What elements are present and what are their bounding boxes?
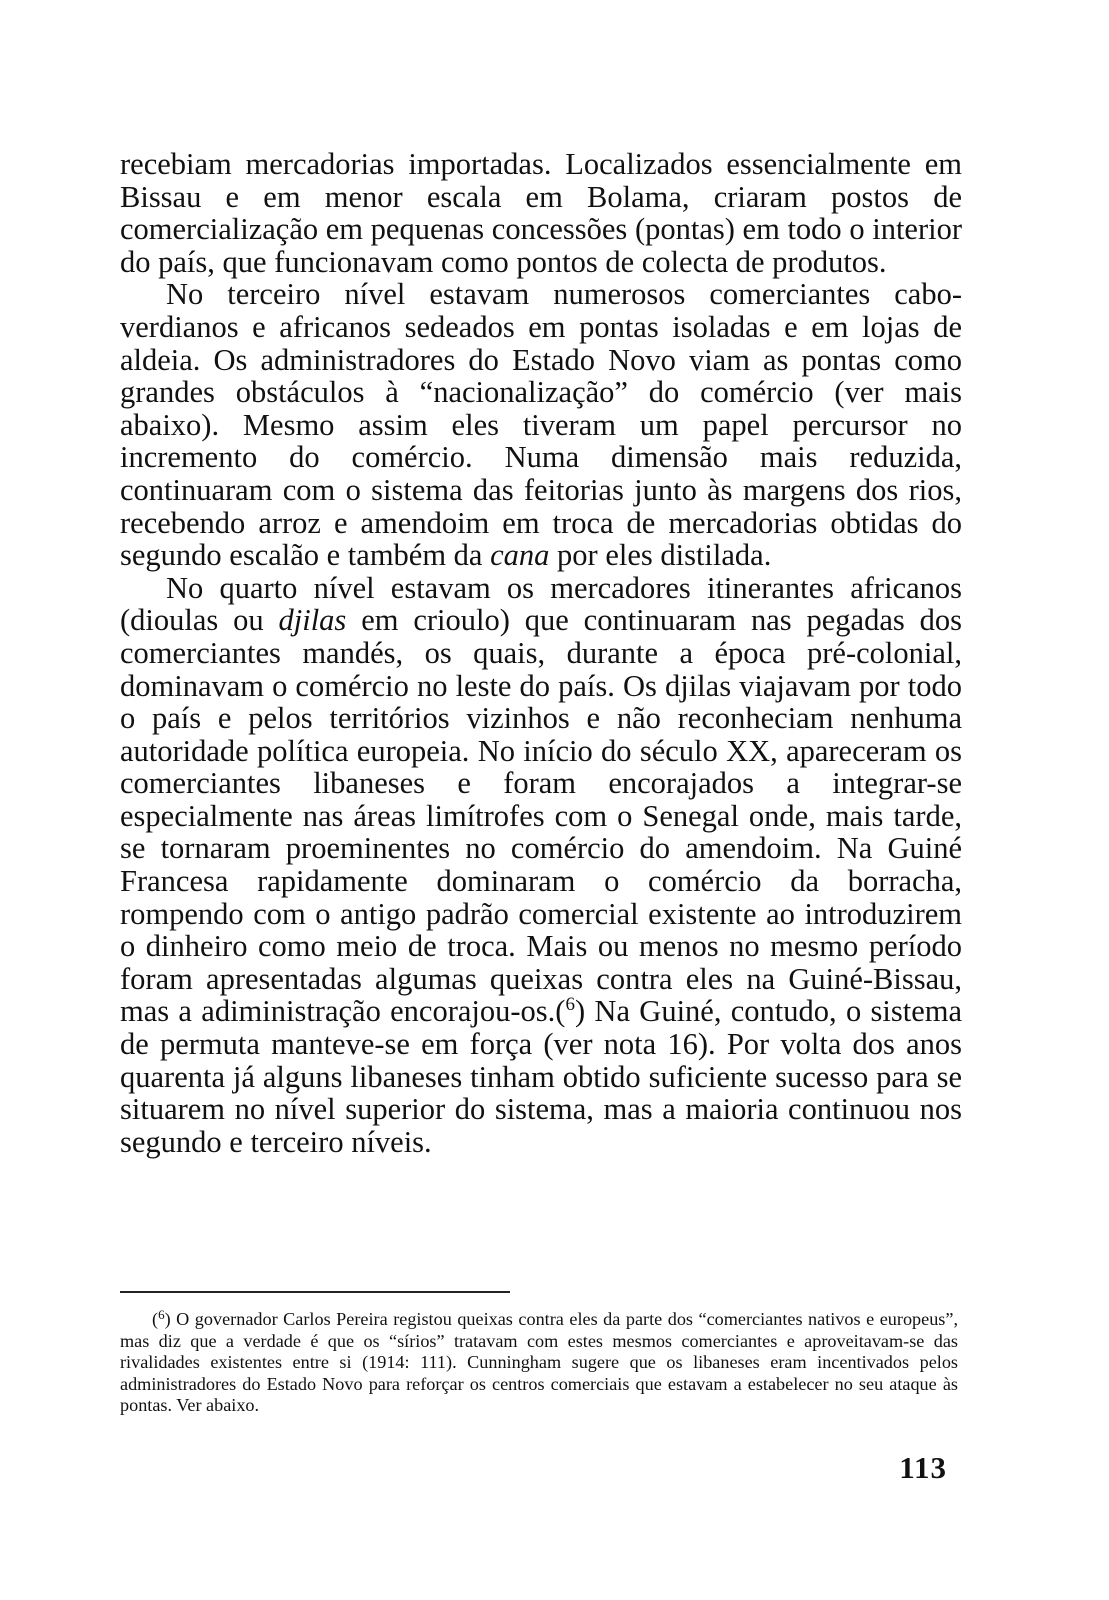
footnote-mark-close: ) bbox=[164, 1309, 171, 1329]
footnote-6 bbox=[120, 1309, 958, 1417]
footnote-reference-close: ) bbox=[574, 994, 586, 1029]
paragraph-3-text-middle: em crioulo) que continuaram nas pegadas dos comerciantes mandés, os quais, durante a época pré-colonial, dominavam o comércio no leste do país. Os djilas viajavam por todo o país e pelos territórios vizinhos e não reconheciam nenhuma autoridade política europeia. No início do século XX, apareceram os comerciantes libaneses e foram encorajados a integrar-se especialmente nas áreas limítrofes com o Senegal onde, mais tarde, se tornaram proeminentes no comércio do amendoim. Na Guiné Francesa rapidamente dominaram o comércio da borracha, rompendo com o antigo padrão comercial existente ao introduzirem o dinheiro como meio de troca. Mais ou menos no mesmo período foram apresentadas algumas queixas contra eles na Guiné-Bissau, mas a adiministração encorajou-os. bbox=[120, 603, 962, 1029]
paragraph-3 bbox=[120, 572, 962, 1159]
paragraph-2-text-end: por eles distilada. bbox=[549, 538, 772, 573]
paragraph-1 bbox=[120, 148, 962, 278]
page-number: 113 bbox=[899, 1450, 947, 1485]
footnote-reference-number: 6 bbox=[565, 994, 575, 1016]
paragraph-2-text-start: No terceiro nível estavam numerosos comerciantes cabo-verdianos e africanos sedeados em pontas isoladas e em lojas de aldeia. Os administradores do Estado Novo viam as pontas como grandes obstáculos à “nacionalização” do comércio (ver mais abaixo). Mesmo assim eles tiveram um papel percursor no incremento do comércio. Numa dimensão mais reduzida, continuaram com o sistema das feitorias junto às margens dos rios, recebendo arroz e amendoim em troca de mercadorias obtidas do segundo escalão e também da bbox=[120, 277, 962, 573]
footnote-mark-number: 6 bbox=[158, 1307, 165, 1322]
italic-term-djilas: djilas bbox=[278, 603, 347, 638]
footnote-text: O governador Carlos Pereira registou queixas contra eles da parte dos “comerciantes nativos e europeus”, mas diz que a verdade é que os “sírios” tratavam com estes mesmos comerciantes e aproveitavam-se das rivalidades existentes entre si (1914: 111). Cunningham sugere que os libaneses eram incentivados pelos administradores do Estado Novo para reforçar os centros comerciais que estavam a estabelecer no seu ataque às pontas. Ver abaixo. bbox=[120, 1309, 958, 1416]
footnote-mark-open: ( bbox=[152, 1309, 159, 1329]
italic-term-cana: cana bbox=[490, 538, 550, 573]
paragraph-1-text: recebiam mercadorias importadas. Localizados essencialmente em Bissau e em menor escala em Bolama, criaram postos de comercialização em pequenas concessões (pontas) em todo o interior do país, que funcionavam como pontos de colecta de produtos. bbox=[120, 147, 962, 279]
footnote-reference-open: ( bbox=[555, 994, 566, 1029]
body-text bbox=[120, 148, 962, 1158]
paragraph-3-text-start: No quarto nível estavam os mercadores itinerantes africanos (dioulas ou bbox=[120, 570, 962, 638]
paragraph-2 bbox=[120, 278, 962, 571]
paragraph-3-text-end: Na Guiné, contudo, o sistema de permuta manteve-se em força (ver nota 16). Por volta dos anos quarenta já alguns libaneses tinham obtido suficiente sucesso para se situarem no nível superior do sistema, mas a maioria continuou nos segundo e terceiro níveis. bbox=[120, 994, 962, 1159]
footnote-divider bbox=[120, 1291, 510, 1293]
